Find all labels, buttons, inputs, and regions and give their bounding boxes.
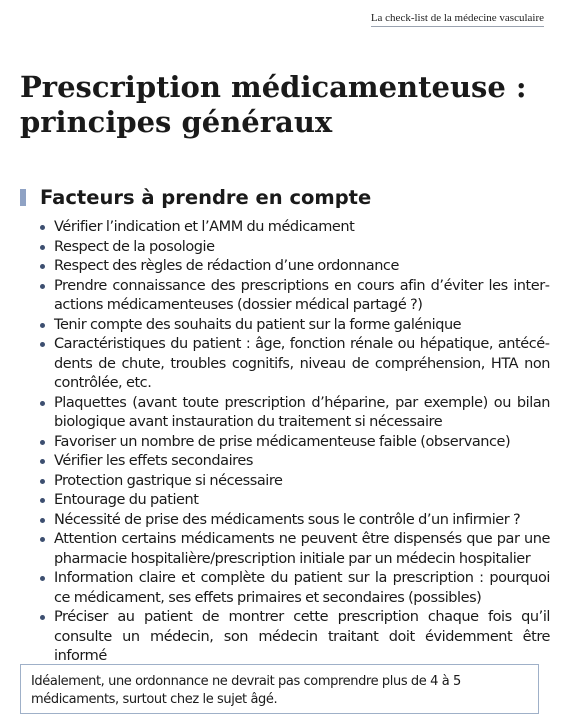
note-box: Idéalement, une ordonnance ne devrait pas comprendre plus de 4 à 5 médicaments, surtout chez le sujet âgé. xyxy=(20,664,539,714)
list-item: Favoriser un nombre de prise médicamenteuse faible (observance) xyxy=(40,433,550,453)
list-item: Respect de la posologie xyxy=(40,238,550,258)
running-header: La check-list de la médecine vasculaire xyxy=(371,12,544,27)
list-item: Prendre connaissance des prescriptions en cours afin d’éviter les interactions médicamenteuses (dossier médical partagé ?) xyxy=(40,277,550,316)
list-item: Nécessité de prise des médicaments sous le contrôle d’un infirmier ? xyxy=(40,511,550,531)
factors-section xyxy=(20,184,550,667)
section-heading xyxy=(20,184,550,210)
list-item: Entourage du patient xyxy=(40,491,550,511)
page-title xyxy=(20,70,550,140)
factors-list xyxy=(20,218,550,667)
list-item: Attention certains médicaments ne peuvent être dispensés que par une pharmacie hospitalière/prescription initiale par un médecin hospitalier xyxy=(40,530,550,569)
list-item: Vérifier les effets secondaires xyxy=(40,452,550,472)
page-title-line-1: Prescription médicamenteuse : xyxy=(20,70,527,104)
list-item: Vérifier l’indication et l’AMM du médicament xyxy=(40,218,550,238)
list-item: Préciser au patient de montrer cette prescription chaque fois qu’il consulte un médecin, son médecin traitant doit évidemment être informé xyxy=(40,608,550,667)
section-heading-text: Facteurs à prendre en compte xyxy=(40,185,372,209)
list-item: Information claire et complète du patient sur la prescription : pourquoi ce médicament, ses effets primaires et secondaires (possibles) xyxy=(40,569,550,608)
list-item: Protection gastrique si nécessaire xyxy=(40,472,550,492)
section-marker xyxy=(20,189,26,206)
list-item: Caractéristiques du patient : âge, fonction rénale ou hépatique, antécédents de chute, troubles cognitifs, niveau de compréhension, HTA non contrôlée, etc. xyxy=(40,335,550,394)
page-title-line-2: principes généraux xyxy=(20,105,333,139)
list-item: Tenir compte des souhaits du patient sur la forme galénique xyxy=(40,316,550,336)
list-item: Respect des règles de rédaction d’une ordonnance xyxy=(40,257,550,277)
list-item: Plaquettes (avant toute prescription d’héparine, par exemple) ou bilan biologique avant instauration du traitement si nécessaire xyxy=(40,394,550,433)
